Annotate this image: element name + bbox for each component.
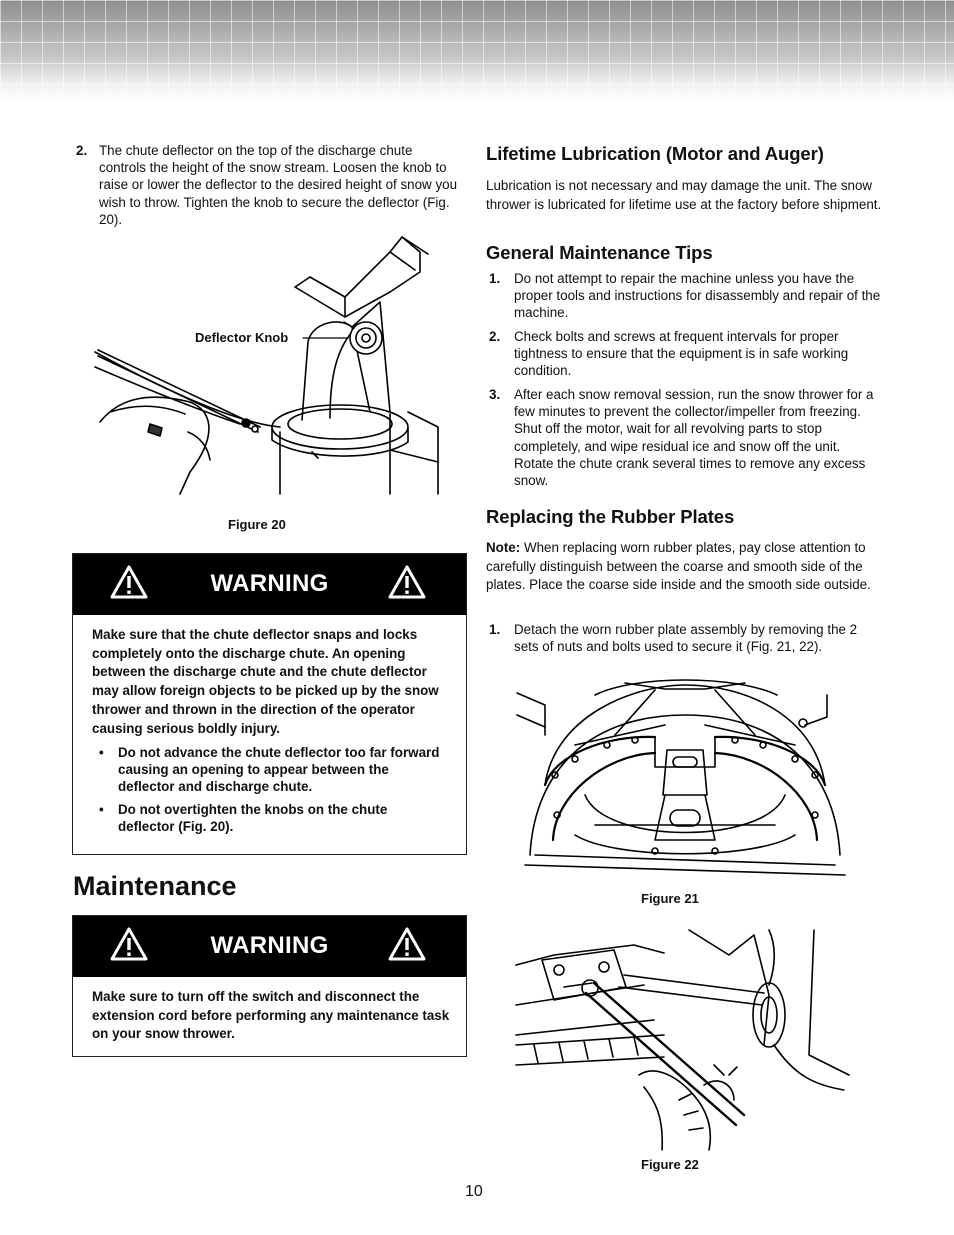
tips-item <box>489 328 883 382</box>
deflector-knob-label: Deflector Knob <box>195 330 289 345</box>
item-text: After each snow removal session, run the snow thrower for a few minutes to prevent the collector/impeller from freezing. Shut off the motor, wait for all revolving parts to stop completely, and wipe residual ice and snow off the unit. Rotate the chute crank several times to remove any excess snow. <box>514 387 874 489</box>
lubrication-heading: Lifetime Lubrication (Motor and Auger) <box>486 143 824 164</box>
item-number: 2. <box>489 329 501 344</box>
warning-bullet <box>99 801 444 837</box>
step-number: 1. <box>489 622 501 637</box>
page-number: 10 <box>465 1183 483 1200</box>
rubber-heading: Replacing the Rubber Plates <box>486 506 735 527</box>
figure-22-illustration <box>514 925 852 1151</box>
bullet-dot: • <box>99 745 104 760</box>
figure-20-illustration <box>90 232 442 498</box>
note-text: When replacing worn rubber plates, pay close attention to carefully distinguish between the coarse and smooth side of the plates. Place the coarse side inside and the smooth side outside. <box>486 540 871 593</box>
tips-item <box>489 386 883 492</box>
warning-body: Make sure that the chute deflector snaps and locks completely onto the discharge chute. An opening between the discharge chute and the chute deflector may allow foreign objects to be picked up by the snow thrower and thrown in the direction of the operator causing serious boldly injury. <box>92 627 439 736</box>
item-text: Check bolts and screws at frequent intervals for proper tightness to ensure that the equipment is in safe working condition. <box>514 329 849 379</box>
warning-title: WARNING <box>210 570 329 597</box>
bullet-text: Do not overtighten the knobs on the chute deflector (Fig. 20). <box>118 802 388 835</box>
warning-bullet <box>99 744 444 795</box>
warning-triangle-icon <box>388 565 426 599</box>
warning-header <box>73 554 466 615</box>
figure-21-illustration <box>515 675 853 880</box>
step-text: The chute deflector on the top of the discharge chute controls the height of the snow stream. Loosen the knob to raise or lower the deflector to the desired height of snow you wish to throw. Tighten the knob to secure the deflector (Fig. 20). <box>99 143 458 227</box>
item-number: 1. <box>489 271 501 286</box>
maintenance-title: Maintenance <box>73 871 237 901</box>
tips-heading: General Maintenance Tips <box>486 242 713 263</box>
step-number: 2. <box>76 143 88 158</box>
warning-triangle-icon <box>388 927 426 961</box>
bullet-text: Do not advance the chute deflector too far forward causing an opening to appear between the deflector and discharge chute. <box>118 745 440 795</box>
header-banner <box>0 0 954 110</box>
note-label: Note: <box>486 540 521 555</box>
item-text: Do not attempt to repair the machine unless you have the proper tools and instructions for disassembly and repair of the machine. <box>514 271 881 321</box>
tips-item <box>489 270 883 324</box>
figure-21-caption: Figure 21 <box>641 891 699 906</box>
warning-box-deflector <box>72 553 467 855</box>
warning-header <box>73 916 466 977</box>
lubrication-text: Lubrication is not necessary and may damage the unit. The snow thrower is lubricated for lifetime use at the factory before shipment. <box>486 178 882 212</box>
rubber-step-1 <box>489 621 883 657</box>
warning-box-maintenance <box>72 915 467 1057</box>
bullet-dot: • <box>99 802 104 817</box>
rubber-note <box>486 539 882 595</box>
warning-title: WARNING <box>210 932 329 959</box>
step-2 <box>76 142 460 232</box>
figure-22-caption: Figure 22 <box>641 1157 699 1172</box>
item-number: 3. <box>489 387 501 402</box>
step-text: Detach the worn rubber plate assembly by removing the 2 sets of nuts and bolts used to secure it (Fig. 21, 22). <box>514 622 858 655</box>
warning-body: Make sure to turn off the switch and disconnect the extension cord before performing any maintenance task on your snow thrower. <box>92 989 450 1042</box>
figure-20-caption: Figure 20 <box>228 517 286 532</box>
